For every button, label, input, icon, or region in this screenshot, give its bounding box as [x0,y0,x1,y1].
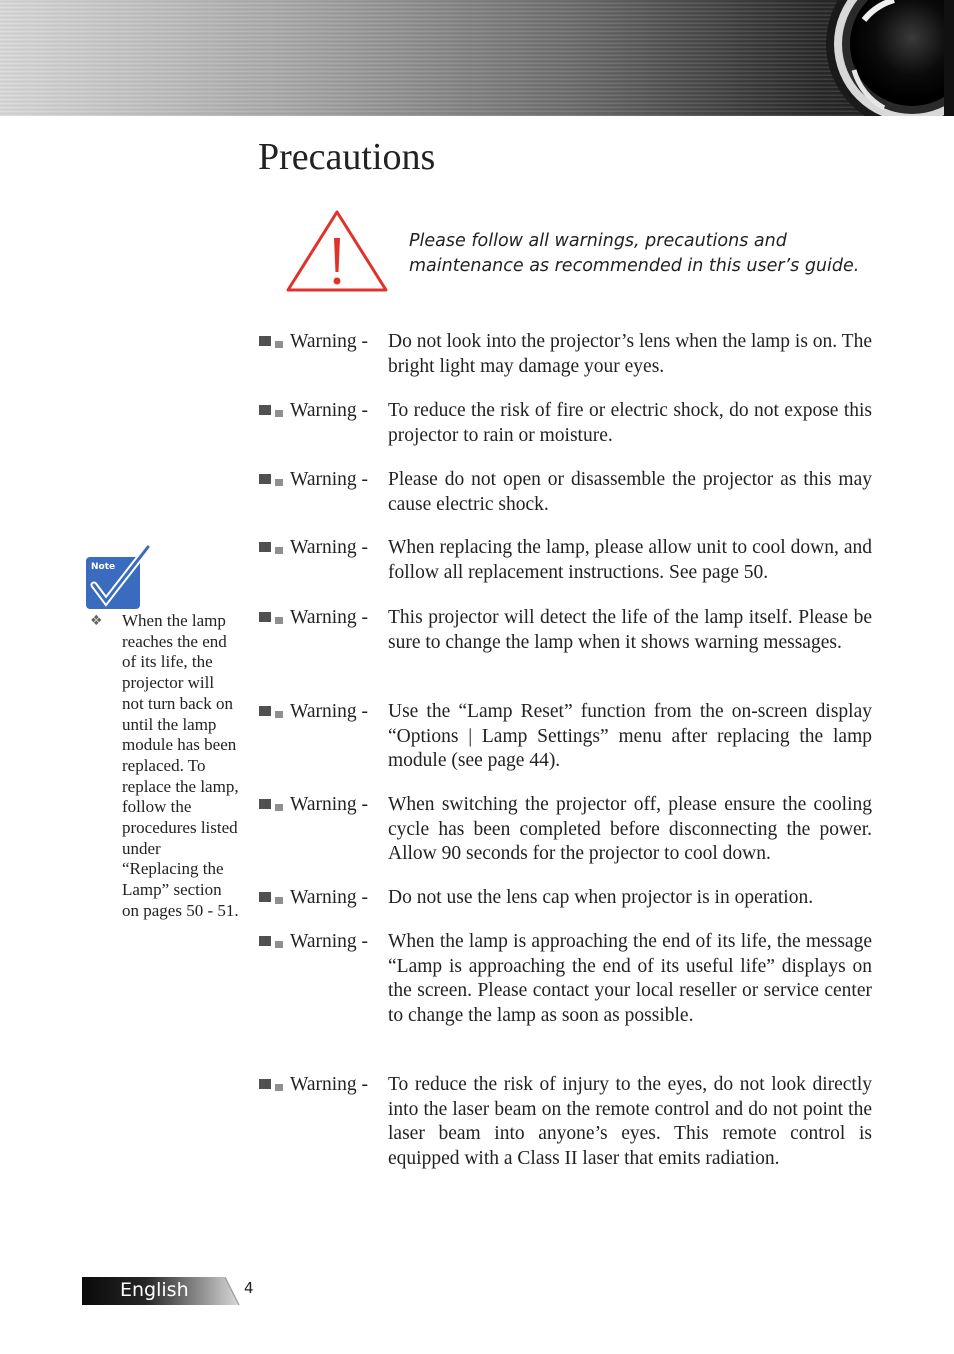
warning-item [258,399,872,448]
square-bullet-icon [258,333,288,347]
warning-label: Warning - [290,400,369,421]
note-badge: Note [91,562,116,572]
square-bullet-icon [258,889,288,903]
warning-text: To reduce the risk of injury to the eyes, do not look directly into the laser beam on the remote control and do not point the laser beam into anyone’s eyes. This remote control is equipped with a Class II laser that emits radiation. [388,1074,872,1170]
warning-text: When switching the projector off, please ensure the cooling cycle has been completed before disconnecting the power. Allow 90 seconds for the projector to cool down. [388,794,872,865]
warning-text: Do not use the lens cap when projector is in operation. [388,887,814,908]
page-title: Precautions [258,136,436,178]
warning-label: Warning - [290,887,369,908]
warning-item [258,930,872,1029]
note-check-icon [84,545,152,611]
warning-item [258,886,872,911]
warning-item [258,536,872,585]
four-diamond-bullet-icon: ❖ [90,613,103,629]
warning-text: This projector will detect the life of the lamp itself. Please be sure to change the lamp when it shows warning messages. [388,607,872,653]
note-text: When the lamp reaches the end of its life, the projector will not turn back on until the lamp module has been replaced. To replace the lamp, follow the procedures listed under “Replacing the Lamp” section on pages 50 - 51. [122,611,239,920]
warning-text: When the lamp is approaching the end of its life, the message “Lamp is approaching the end of its useful life” displays on the screen. Please contact your local reseller or service center to change the lamp as soon as possible. [388,931,872,1027]
square-bullet-icon [258,402,288,416]
warning-item [258,606,872,655]
warning-text: Please do not open or disassemble the projector as this may cause electric shock. [388,469,872,515]
warning-item [258,330,872,379]
header-banner [0,0,954,116]
warning-label: Warning - [290,1074,369,1095]
footer-language: English [120,1279,189,1301]
square-bullet-icon [258,471,288,485]
camera-lens-icon [794,0,954,116]
warning-label: Warning - [290,537,369,558]
warning-triangle-icon [284,208,390,294]
warning-label: Warning - [290,331,369,352]
warning-item [258,793,872,867]
square-bullet-icon [258,703,288,717]
intro-text: Please follow all warnings, precautions and maintenance as recommended in this user’s guide. [409,231,860,276]
square-bullet-icon [258,1076,288,1090]
warning-label: Warning - [290,701,369,722]
square-bullet-icon [258,539,288,553]
square-bullet-icon [258,933,288,947]
warning-text: Use the “Lamp Reset” function from the on-screen display “Options | Lamp Settings” menu after replacing the lamp module (see page 44). [388,701,872,772]
footer-language-bar [82,1277,250,1305]
warning-label: Warning - [290,794,369,815]
warning-label: Warning - [290,931,369,952]
warning-text: When replacing the lamp, please allow unit to cool down, and follow all replacement instructions. See page 50. [388,537,872,583]
square-bullet-icon [258,609,288,623]
square-bullet-icon [258,796,288,810]
warning-label: Warning - [290,469,369,490]
warning-text: To reduce the risk of fire or electric shock, do not expose this projector to rain or moisture. [388,400,872,446]
warning-label: Warning - [290,607,369,628]
warning-text: Do not look into the projector’s lens when the lamp is on. The bright light may damage your eyes. [388,331,872,377]
warning-item [258,700,872,774]
page-number: 4 [244,1279,254,1297]
warning-item [258,468,872,517]
warning-item [258,1073,872,1172]
